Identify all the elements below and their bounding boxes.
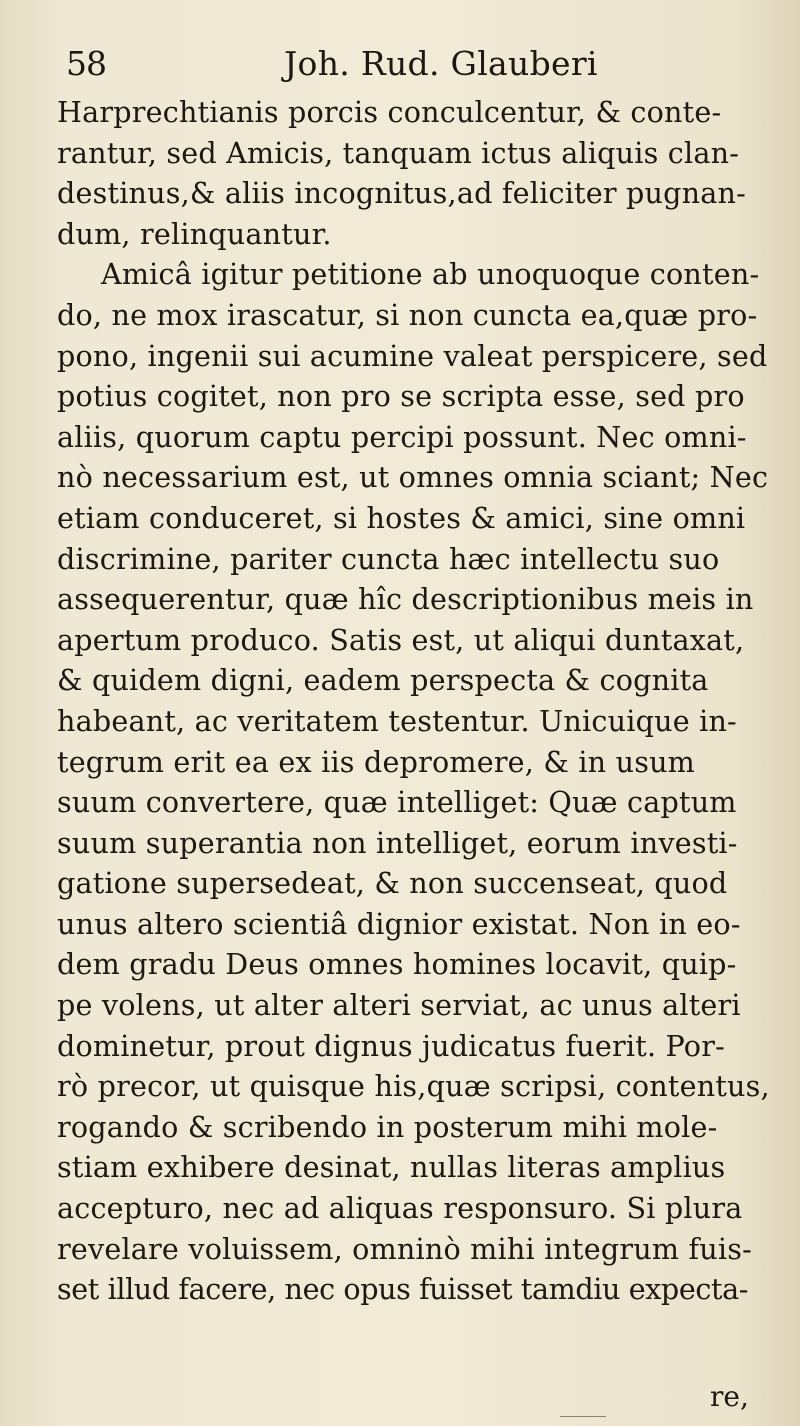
text-line: stiam exhibere desinat, nullas literas amplius — [57, 1150, 726, 1185]
text-line: pono, ingenii sui acumine valeat perspicere, sed — [57, 338, 768, 373]
text-line: potius cogitet, non pro se scripta esse, sed pro — [57, 379, 745, 414]
page-number: 58 — [66, 44, 106, 83]
text-line: etiam conduceret, si hostes & amici, sine omni — [57, 500, 746, 535]
text-line: assequerentur, quæ hîc descriptionibus meis in — [57, 582, 754, 617]
text-line: Harprechtianis porcis conculcentur, & conte- — [57, 95, 722, 129]
text-line: tegrum erit ea ex iis depromere, & in usum — [57, 744, 695, 779]
text-line: dominetur, prout dignus judicatus fuerit. Por- — [57, 1028, 725, 1063]
text-line: do, ne mox irascatur, si non cuncta ea,quæ pro- — [57, 297, 758, 332]
text-line: rogando & scribendo in posterum mihi mole- — [57, 1109, 718, 1144]
text-line: accepturo, nec ad aliquas responsuro. Si plura — [57, 1191, 743, 1226]
text-line: set illud facere, nec opus fuisset tamdiu expecta- — [57, 1272, 748, 1307]
text-line: nò necessarium est, ut omnes omnia sciant; Nec — [57, 460, 769, 495]
text-line: aliis, quorum captu percipi possunt. Nec omni- — [57, 419, 747, 454]
text-line: & quidem digni, eadem perspecta & cognita — [57, 663, 709, 698]
text-line: dem gradu Deus omnes homines locavit, quip- — [57, 947, 737, 982]
text-line: unus altero scientiâ dignior existat. Non in eo- — [57, 906, 741, 941]
text-line: rò precor, ut quisque his,quæ scripsi, contentus, — [57, 1069, 770, 1104]
text-line: apertum produco. Satis est, ut aliqui duntaxat, — [57, 622, 745, 657]
text-line: habeant, ac veritatem testentur. Unicuique in- — [57, 703, 737, 738]
paragraph-start-line: Amicâ igitur petitione ab unoquoque conten- — [101, 257, 760, 292]
text-line: pe volens, ut alter alteri serviat, ac unus alteri — [57, 988, 741, 1023]
text-line: suum convertere, quæ intelliget: Quæ captum — [57, 785, 737, 820]
text-line: discrimine, pariter cuncta hæc intellectu suo — [57, 541, 720, 576]
printer-rule — [560, 1416, 606, 1417]
text-line: gatione supersedeat, & non succenseat, quod — [57, 866, 728, 901]
text-line: dum, relinquantur. — [57, 216, 332, 251]
text-line: suum superantia non intelliget, eorum investi- — [57, 825, 738, 860]
text-line: rantur, sed Amicis, tanquam ictus aliquis clan- — [57, 135, 740, 170]
page-header — [66, 40, 766, 90]
text-line: destinus,& aliis incognitus,ad feliciter pugnan- — [57, 176, 746, 211]
body-text — [57, 92, 799, 1310]
text-line: revelare voluissem, omninò mihi integrum fuis- — [57, 1231, 752, 1266]
running-head: Joh. Rud. Glauberi — [284, 44, 598, 83]
catchword: re, — [710, 1380, 749, 1413]
